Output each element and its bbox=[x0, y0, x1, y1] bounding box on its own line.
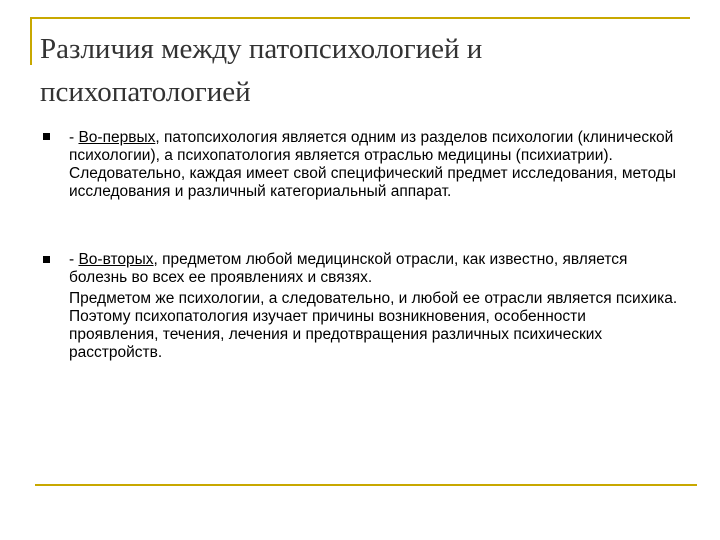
dash: - bbox=[69, 251, 79, 268]
bullet-lead-2: Во-вторых bbox=[78, 251, 154, 268]
title-line-1: Различия между патопсихологией и bbox=[40, 33, 483, 65]
bullet-lead-1: Во-первых bbox=[78, 129, 156, 146]
bullet-paragraph-2-continuation: Предметом же психологии, а следовательно, и любой ее отрасли является психика. Поэтому психопатология изучает причины возникновения, особенности проявления, течения, лечения и предотвращения различных психических расстройств. bbox=[69, 290, 678, 361]
bullet-paragraph-1 bbox=[69, 129, 679, 201]
bullet-paragraph-2 bbox=[69, 251, 679, 287]
bottom-border-line bbox=[35, 484, 697, 486]
slide-title bbox=[40, 28, 680, 114]
title-line-2: психопатологией bbox=[40, 76, 251, 108]
bullet-square-icon bbox=[43, 256, 50, 263]
dash: - bbox=[69, 129, 79, 146]
bullet-text-2: , предметом любой медицинской отрасли, как известно, является болезнь во всех ее проявлениях и связях. bbox=[69, 251, 628, 286]
bullet-text-1: , патопсихология является одним из разделов психологии (клинической психологии), а психопатология является отраслью медицины (психиатрии). Следовательно, каждая имеет свой специфический предмет исследования, методы исследования и различный категориальный аппарат. bbox=[69, 129, 677, 200]
left-border-line bbox=[30, 17, 32, 65]
top-border-line bbox=[30, 17, 690, 19]
bullet-square-icon bbox=[43, 133, 50, 140]
